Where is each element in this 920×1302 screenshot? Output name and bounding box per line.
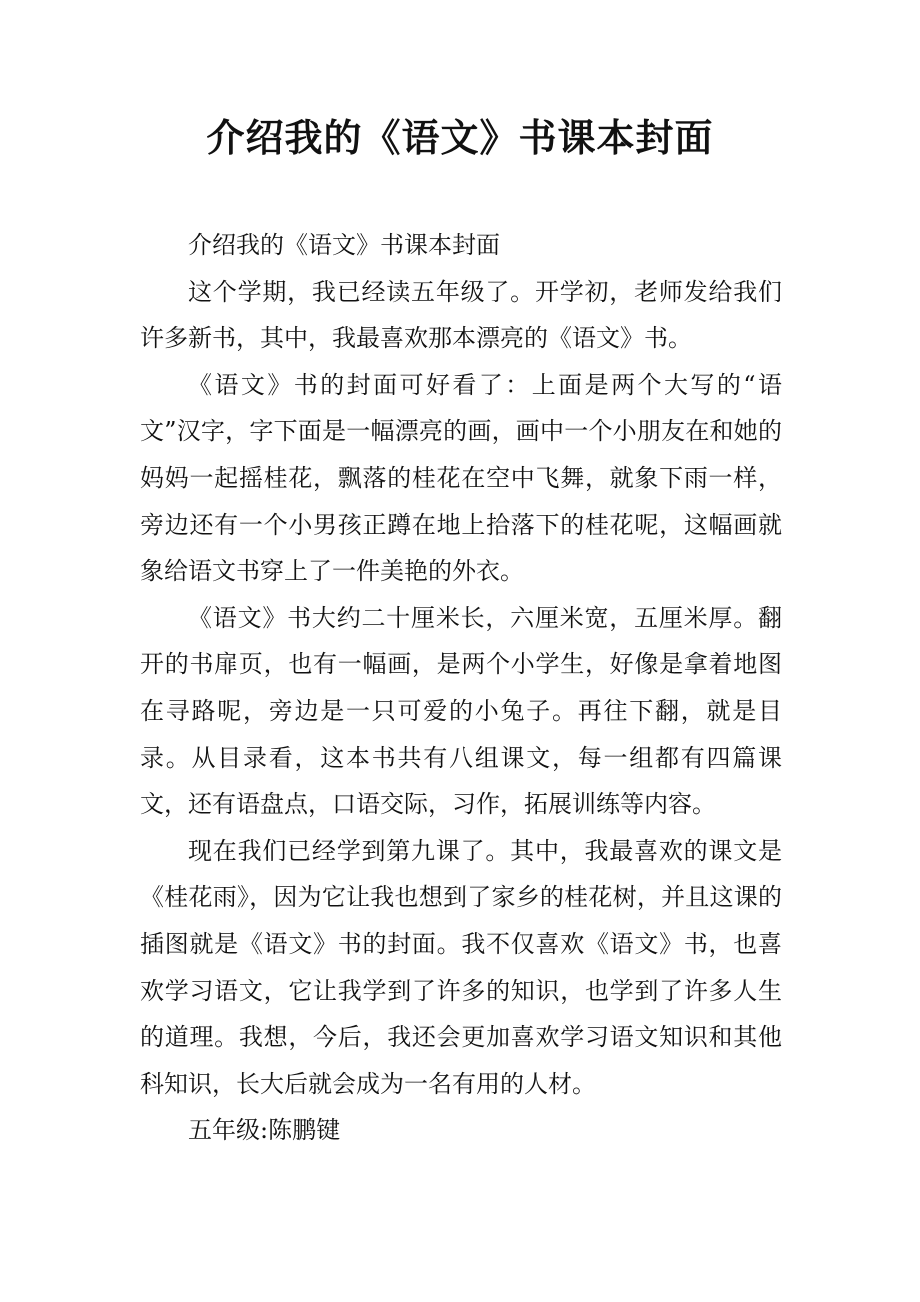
paragraph-cover: 《语文》书的封面可好看了：上面是两个大写的“语文”汉字，字下面是一幅漂亮的画，画中一个小朋友在和她的妈妈一起摇桂花，飘落的桂花在空中飞舞，就象下雨一样，旁边还有一个小男孩正蹲在地上拾落下的桂花呢，这幅画就象给语文书穿上了一件美艳的外衣。 (140, 370, 782, 586)
document-title: 介绍我的《语文》书课本封面 (206, 115, 714, 160)
paragraph-size-contents: 《语文》书大约二十厘米长，六厘米宽，五厘米厚。翻开的书扉页，也有一幅画，是两个小学生，好像是拿着地图在寻路呢，旁边是一只可爱的小兔子。再往下翻，就是目录。从目录看，这本书共有八组课文，每一组都有四篇课文，还有语盘点，口语交际，习作，拓展训练等内容。 (140, 603, 782, 819)
paragraph-heading: 介绍我的《语文》书课本封面 (188, 231, 500, 259)
paragraph-author: 五年级:陈鹏键 (188, 1116, 341, 1145)
paragraph-favorite-lesson: 现在我们已经学到第九课了。其中，我最喜欢的课文是《桂花雨》，因为它让我也想到了家乡的桂花树，并且这课的插图就是《语文》书的封面。我不仅喜欢《语文》书，也喜欢学习语文，它让我学到了许多的知识，也学到了许多人生的道理。我想，今后，我还会更加喜欢学习语文知识和其他科知识，长大后就会成为一名有用的人材。 (140, 836, 782, 1098)
document-body (140, 222, 782, 1154)
paragraph-intro: 这个学期，我已经读五年级了。开学初，老师发给我们许多新书，其中，我最喜欢那本漂亮的《语文》书。 (140, 277, 782, 353)
